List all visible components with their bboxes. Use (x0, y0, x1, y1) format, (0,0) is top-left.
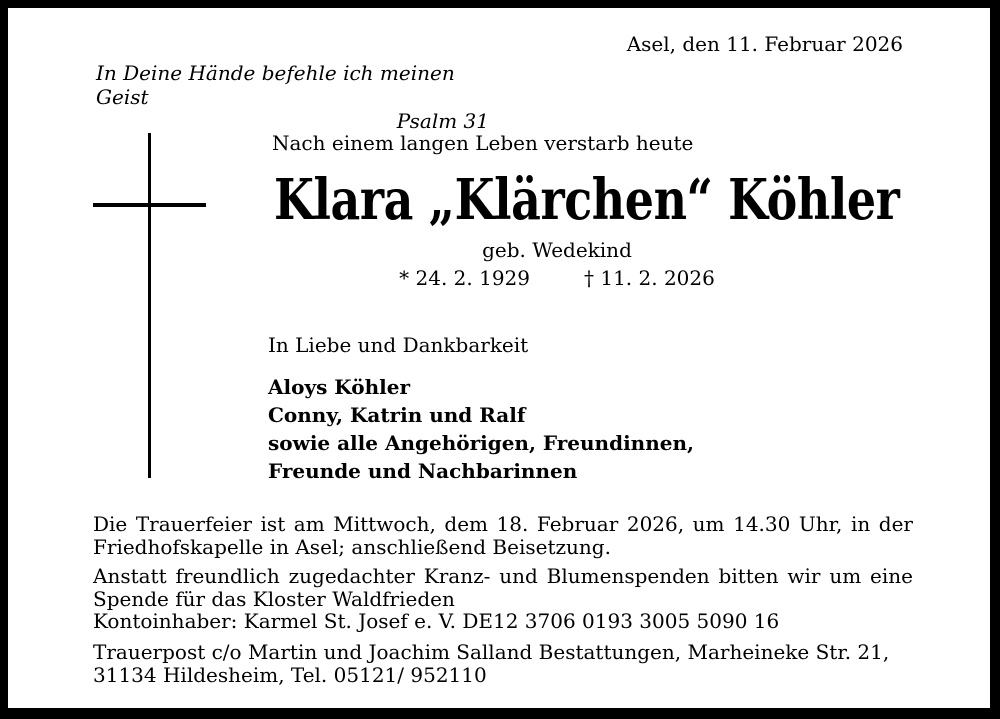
donation-line-2: Spende für das Kloster Waldfrieden (93, 586, 455, 611)
donation-paragraph (93, 565, 913, 633)
cross-horizontal-bar (93, 203, 206, 207)
donation-account-line: Kontoinhaber: Karmel St. Josef e. V. DE12 3706 0193 3005 5090 16 (93, 609, 780, 633)
deceased-name: Klara „Klärchen“ Köhler (274, 167, 900, 233)
epigraph-text: In Deine Hände befehle ich meinen Geist (96, 61, 455, 109)
donation-line-1: Anstatt freundlich zugedachter Kranz- und Blumenspenden bitten wir um eine (93, 564, 913, 588)
funeral-line-1: Die Trauerfeier ist am Mittwoch, dem 18. Februar 2026, um 14.30 Uhr, in der (93, 512, 913, 536)
contact-line-2: 31134 Hildesheim, Tel. 05121/ 952110 (93, 662, 487, 687)
mourner-line: sowie alle Angehörigen, Freundinnen, (268, 431, 694, 455)
epigraph-source: Psalm 31 (396, 109, 489, 133)
contact-paragraph (93, 641, 913, 686)
death-date: † 11. 2. 2026 (584, 266, 715, 290)
birth-date: * 24. 2. 1929 (399, 266, 530, 290)
intro-line: Nach einem langen Leben verstarb heute (272, 131, 694, 155)
mourners-list (268, 373, 694, 485)
cross-icon (93, 133, 206, 479)
funeral-paragraph (93, 513, 913, 558)
contact-line-1: Trauerpost c/o Martin und Joachim Salland Bestattungen, Marheineke Str. 21, (93, 640, 890, 664)
mourner-line: Aloys Köhler (268, 375, 410, 399)
funeral-line-2: Friedhofskapelle in Asel; anschließend Beisetzung. (93, 534, 611, 559)
mourning-phrase: In Liebe und Dankbarkeit (268, 333, 529, 357)
cross-vertical-bar (148, 133, 151, 478)
life-dates (270, 266, 844, 290)
mourner-line: Conny, Katrin und Ralf (268, 403, 526, 427)
epigraph (96, 61, 489, 133)
mourner-line: Freunde und Nachbarinnen (268, 459, 578, 483)
dateline: Asel, den 11. Februar 2026 (626, 32, 903, 56)
maiden-name: geb. Wedekind (482, 238, 632, 262)
